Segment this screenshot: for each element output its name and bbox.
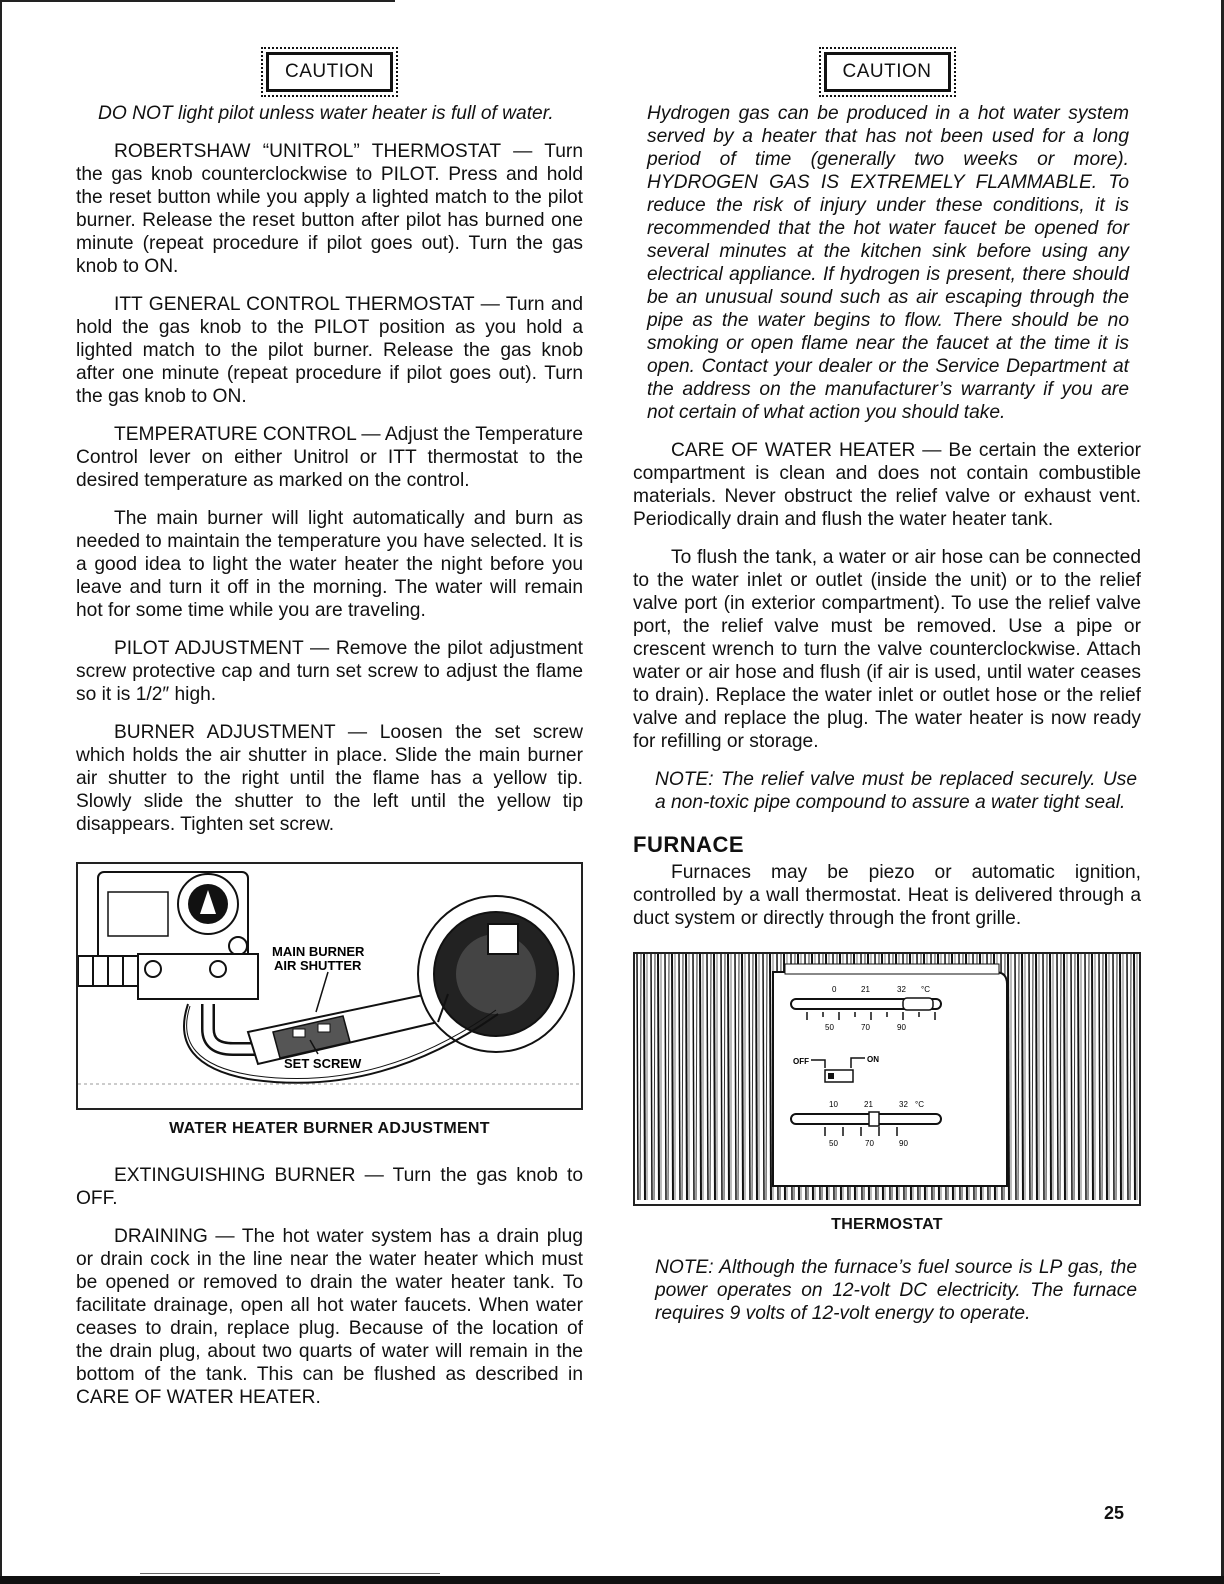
furnace-heading: FURNACE	[633, 832, 745, 857]
thermostat-illustration	[635, 954, 1139, 1200]
thermostat-figure-caption: THERMOSTAT	[831, 1216, 943, 1233]
extinguishing-paragraph: EXTINGUISHING BURNER — Turn the gas knob to OFF.	[76, 1165, 583, 1209]
top-scale-c-32: 32	[897, 985, 906, 994]
temperature-control-paragraph: TEMPERATURE CONTROL — Adjust the Temperature Control lever on either Unitrol or ITT thermostat to the desired temperature as marked on the control.	[76, 424, 583, 491]
caution-label: CAUTION	[824, 52, 951, 92]
pilot-warning: DO NOT light pilot unless water heater is full of water.	[98, 103, 554, 124]
thermostat-figure	[633, 952, 1141, 1206]
bottom-scale-f-90: 90	[899, 1139, 908, 1148]
top-scale-c-0: 0	[832, 985, 837, 994]
draining-paragraph: DRAINING — The hot water system has a drain plug or drain cock in the line near the water heater which must be opened or removed to drain the water heater tank. To facilitate drainage, open all hot water faucets. When water ceases to drain, replace plug. Because of the location of the drain plug, about two quarts of water will remain in the bottom of the tank. This can be flushed as described in CARE OF WATER HEATER.	[76, 1226, 583, 1408]
top-scale-f-90: 90	[897, 1023, 906, 1032]
page-border-bottom	[0, 1576, 1224, 1584]
caution-banner-left	[76, 52, 583, 92]
burner-illustration	[78, 864, 581, 1104]
furnace-note: NOTE: Although the furnace’s fuel source is LP gas, the power operates on 12-volt DC electricity. The furnace requires 9 volts of 12-volt energy to operate.	[655, 1257, 1137, 1324]
switch-on-label: ON	[867, 1055, 879, 1064]
left-column	[76, 52, 583, 1424]
caution-label: CAUTION	[266, 52, 393, 92]
care-of-water-heater-paragraph: CARE OF WATER HEATER — Be certain the exterior compartment is clean and does not contain combustible materials. Never obstruct the relief valve or exhaust vent. Periodically drain and flush the water heater tank.	[633, 440, 1141, 530]
burner-adjustment-figure	[76, 862, 583, 1110]
burner-figure-caption: WATER HEATER BURNER ADJUSTMENT	[169, 1120, 490, 1137]
bottom-scale-c-32: 32	[899, 1100, 908, 1109]
itt-paragraph: ITT GENERAL CONTROL THERMOSTAT — Turn and hold the gas knob to the PILOT position as you hold a lighted match to the pilot burner. Release the gas knob after one minute (repeat procedure if pilot goes out). Turn the gas knob to ON.	[76, 294, 583, 407]
flush-paragraph: To flush the tank, a water or air hose can be connected to the water inlet or outlet (inside the unit) or to the relief valve port (in exterior compartment). To use the relief valve port, the relief valve must be removed. Use a pipe or crescent wrench to turn the valve counterclockwise. Attach water or air hose and flush (if air is used, until water ceases to drain). Replace the water inlet or outlet hose or the relief valve and replace the plug. The water heater is now ready for refilling or storage.	[633, 547, 1141, 752]
figure-label-air-shutter: AIR SHUTTER	[274, 958, 362, 973]
bottom-scale-c-unit: °C	[915, 1100, 924, 1109]
figure-label-main-burner: MAIN BURNER	[272, 944, 365, 959]
caution-banner-right	[633, 52, 1141, 92]
main-burner-paragraph: The main burner will light automatically and burn as needed to maintain the temperature you have selected. It is a good idea to light the water heater the night before you leave and turn it off in the morning. The water will remain hot for some time while you are traveling.	[76, 508, 583, 621]
switch-off-label: OFF	[793, 1057, 809, 1066]
furnace-paragraph: Furnaces may be piezo or automatic ignition, controlled by a wall thermostat. Heat is delivered through a duct system or directly through the front grille.	[633, 862, 1141, 929]
pilot-adjustment-paragraph: PILOT ADJUSTMENT — Remove the pilot adjustment screw protective cap and turn set screw to adjust the flame so it is 1/2″ high.	[76, 638, 583, 705]
figure-label-set-screw: SET SCREW	[284, 1056, 362, 1071]
top-scale-f-70: 70	[861, 1023, 870, 1032]
burner-adjustment-paragraph: BURNER ADJUSTMENT — Loosen the set screw which holds the air shutter in place. Slide the main burner air shutter to the right until the flame has a yellow tip. Slowly slide the shutter to the left until the yellow tip disappears. Tighten set screw.	[76, 722, 583, 835]
page-bottom-line	[140, 1573, 440, 1574]
bottom-scale-c-21: 21	[864, 1100, 873, 1109]
top-scale-c-unit: °C	[921, 985, 930, 994]
page-border-left	[0, 0, 2, 1584]
bottom-scale-f-50: 50	[829, 1139, 838, 1148]
bottom-scale-f-70: 70	[865, 1139, 874, 1148]
page-number: 25	[1103, 1503, 1124, 1523]
page-border-top	[0, 0, 395, 2]
top-scale-c-21: 21	[861, 985, 870, 994]
top-scale-f-50: 50	[825, 1023, 834, 1032]
bottom-scale-c-10: 10	[829, 1100, 838, 1109]
hydrogen-warning: Hydrogen gas can be produced in a hot water system served by a heater that has not been used for a long period of time (generally two weeks or more). HYDROGEN GAS IS EXTREMELY FLAMMABLE. To reduce the risk of injury under these conditions, it is recommended that the hot water faucet be opened for several minutes at the kitchen sink before using any electrical appliance. If hydrogen is present, there should be an unusual sound such as air escaping through the pipe as the water begins to flow. There should be no smoking or open flame near the faucet at the time it is open. Contact your dealer or the Service Department at the address on the manufacturer’s warranty if you are not certain of what action you should take.	[647, 103, 1129, 423]
right-column	[633, 52, 1141, 1340]
relief-valve-note: NOTE: The relief valve must be replaced securely. Use a non-toxic pipe compound to assure a water tight seal.	[655, 769, 1137, 813]
robertshaw-paragraph: ROBERTSHAW “UNITROL” THERMOSTAT — Turn the gas knob counterclockwise to PILOT. Press and hold the reset button while you apply a lighted match to the pilot burner. Release the reset button after pilot has burned one minute (repeat procedure if pilot goes out). Turn the gas knob to ON.	[76, 141, 583, 277]
